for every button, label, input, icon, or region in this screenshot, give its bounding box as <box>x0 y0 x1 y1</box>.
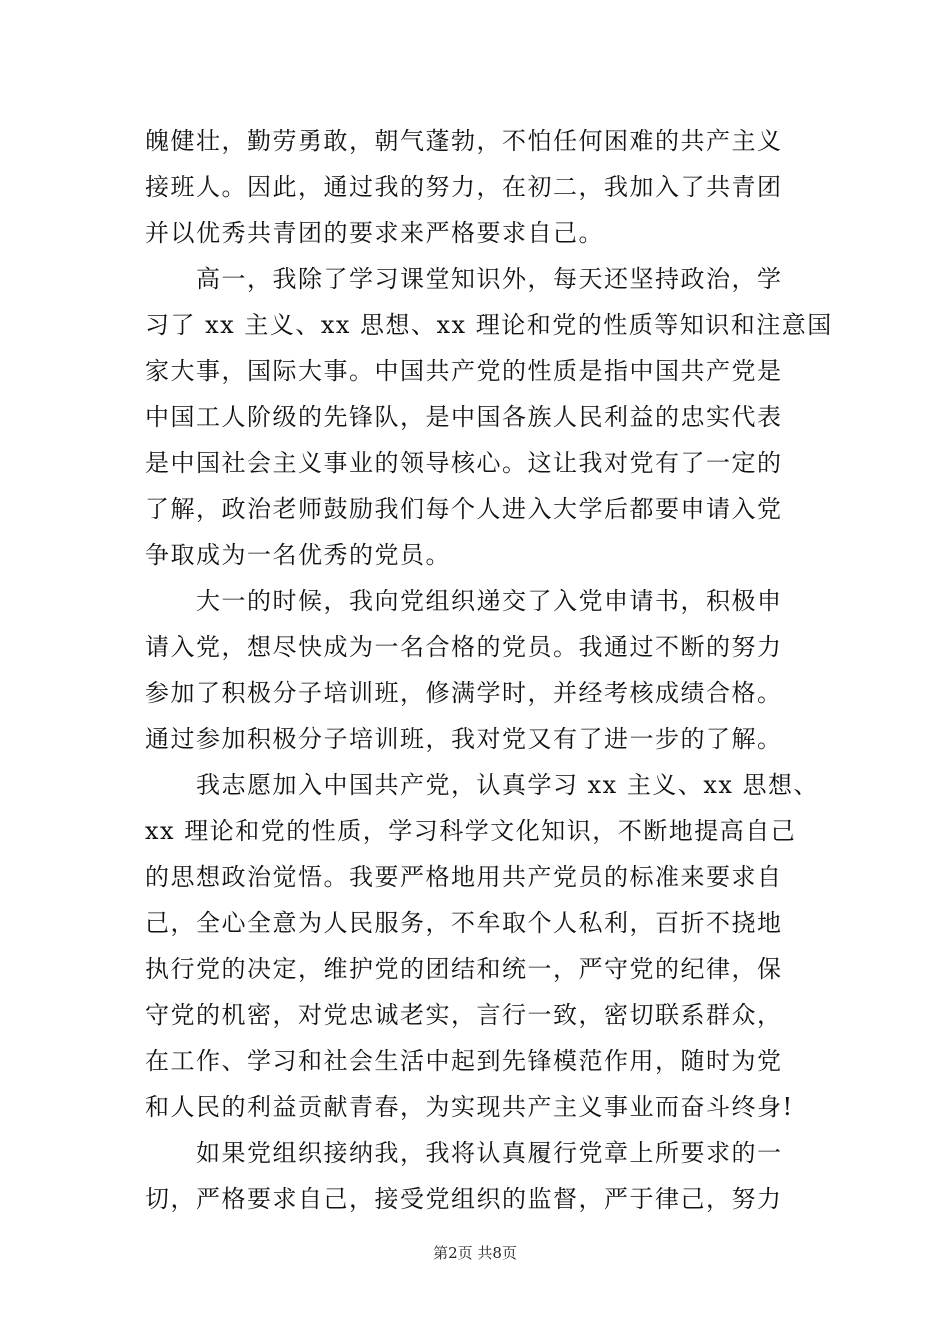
text-line: 习了 xx 主义、xx 思想、xx 理论和党的性质等知识和注意国 <box>145 311 833 339</box>
paragraph-start-line: 如果党组织接纳我，我将认真履行党章上所要求的一 <box>145 1139 783 1167</box>
text-line: xx 理论和党的性质，学习科学文化知识，不断地提高自己 <box>145 817 797 845</box>
text-line: 参加了积极分子培训班，修满学时，并经考核成绩合格。 <box>145 679 783 707</box>
text-line: 的思想政治觉悟。我要严格地用共产党员的标准来要求自 <box>145 863 783 891</box>
text-line: 通过参加积极分子培训班，我对党又有了进一步的了解。 <box>145 725 783 753</box>
text-line: 家大事，国际大事。中国共产党的性质是指中国共产党是 <box>145 357 783 385</box>
text-line: 争取成为一名优秀的党员。 <box>145 541 451 569</box>
text-line: 请入党，想尽快成为一名合格的党员。我通过不断的努力 <box>145 633 783 661</box>
text-line: 守党的机密，对党忠诚老实，言行一致，密切联系群众， <box>145 1001 783 1029</box>
paragraph-start-line: 高一，我除了学习课堂知识外，每天还坚持政治，学 <box>145 265 783 293</box>
text-line: 了解，政治老师鼓励我们每个人进入大学后都要申请入党 <box>145 495 783 523</box>
paragraph-start-line: 我志愿加入中国共产党，认真学习 xx 主义、xx 思想、 <box>145 771 820 799</box>
page-number-footer: 第2页 共8页 <box>433 1244 517 1262</box>
text-line: 切，严格要求自己，接受党组织的监督，严于律己，努力 <box>145 1185 783 1213</box>
text-line: 己，全心全意为人民服务，不牟取个人私利，百折不挠地 <box>145 909 783 937</box>
text-line: 在工作、学习和社会生活中起到先锋模范作用，随时为党 <box>145 1047 783 1075</box>
paragraph-start-line: 大一的时候，我向党组织递交了入党申请书，积极申 <box>145 587 783 615</box>
text-line: 是中国社会主义事业的领导核心。这让我对党有了一定的 <box>145 449 783 477</box>
text-line: 并以优秀共青团的要求来严格要求自己。 <box>145 219 604 247</box>
text-line: 执行党的决定，维护党的团结和统一，严守党的纪律，保 <box>145 955 783 983</box>
text-line: 魄健壮，勤劳勇敢，朝气蓬勃，不怕任何困难的共产主义 <box>145 127 783 155</box>
text-line: 接班人。因此，通过我的努力，在初二，我加入了共青团 <box>145 173 783 201</box>
text-line: 和人民的利益贡献青春，为实现共产主义事业而奋斗终身! <box>145 1093 794 1121</box>
text-line: 中国工人阶级的先锋队，是中国各族人民利益的忠实代表 <box>145 403 783 431</box>
